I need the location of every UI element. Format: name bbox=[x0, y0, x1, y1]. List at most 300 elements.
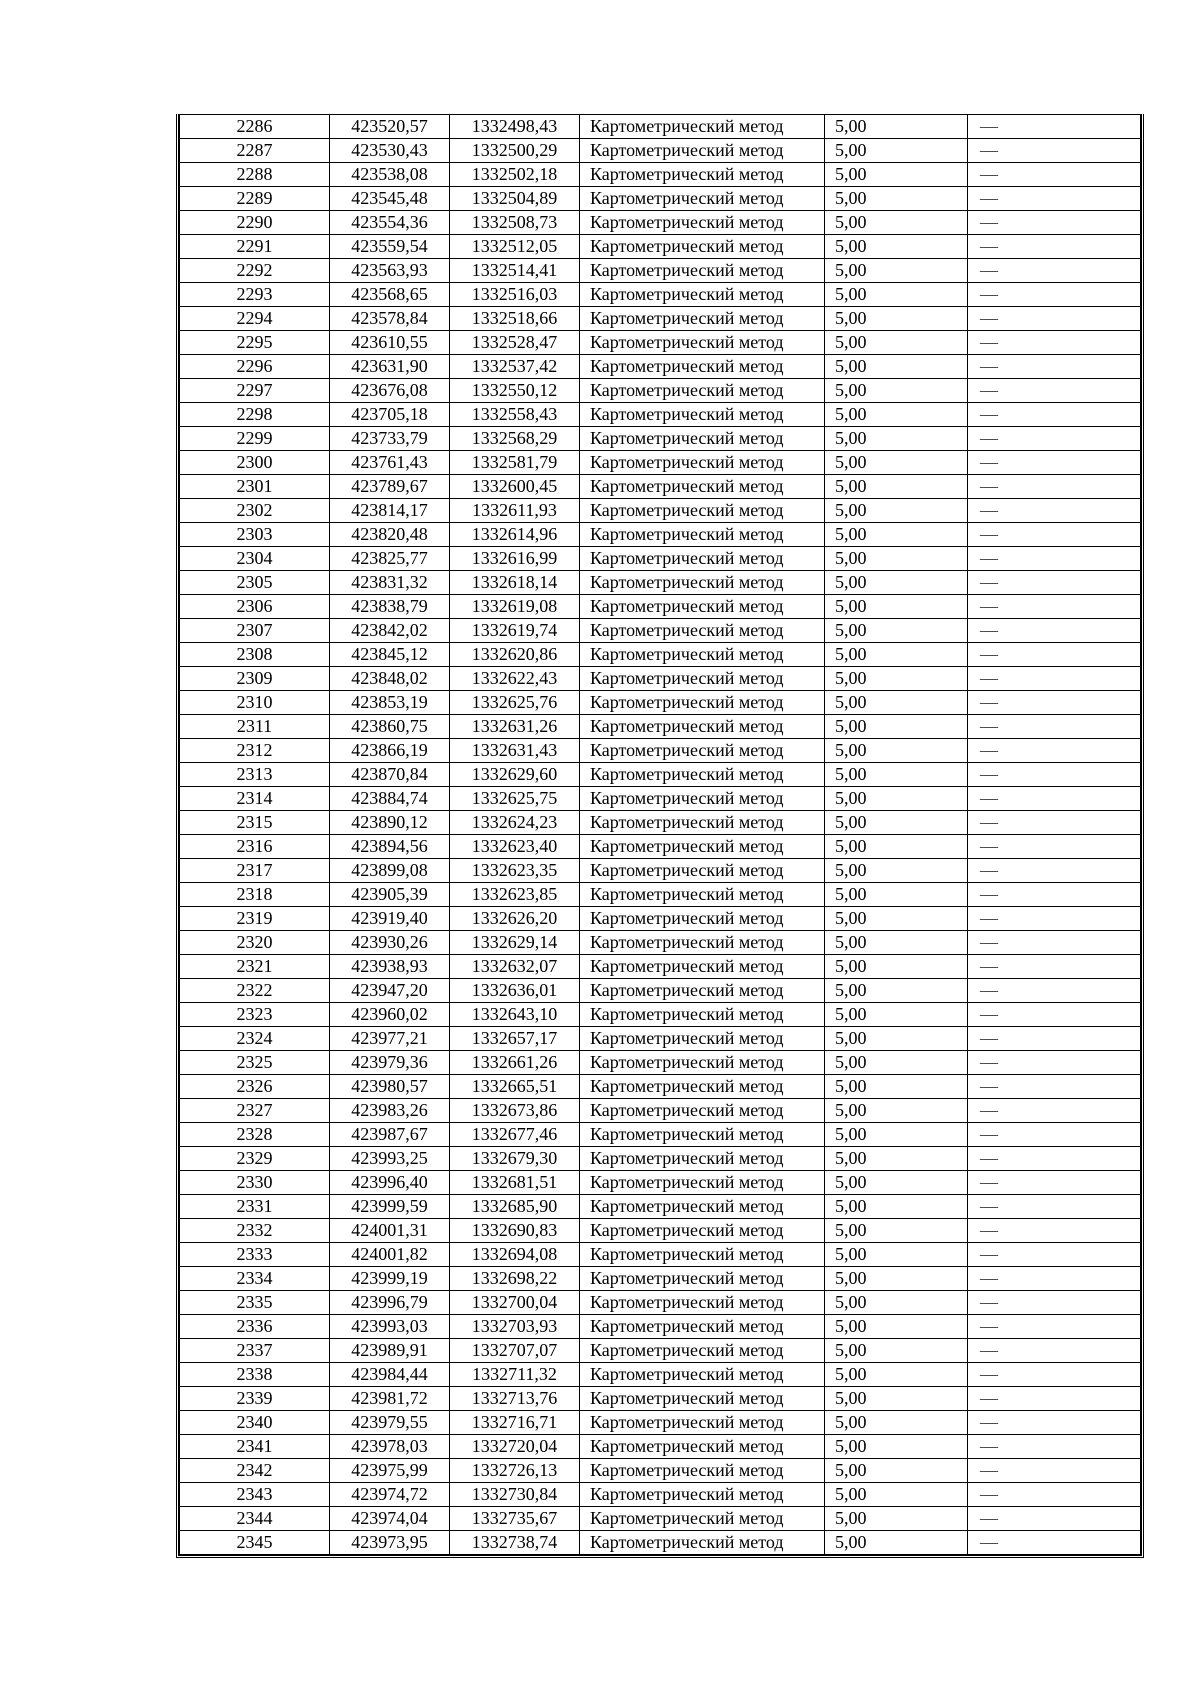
y-coordinate-cell: 1332631,26 bbox=[450, 715, 580, 739]
note-cell: — bbox=[968, 163, 1141, 187]
point-number-cell: 2306 bbox=[180, 595, 330, 619]
point-number-cell: 2334 bbox=[180, 1267, 330, 1291]
y-coordinate-cell: 1332625,76 bbox=[450, 691, 580, 715]
table-row bbox=[180, 1315, 1141, 1339]
x-coordinate-cell: 423845,12 bbox=[330, 643, 450, 667]
note-cell: — bbox=[968, 859, 1141, 883]
x-coordinate-cell: 423578,84 bbox=[330, 307, 450, 331]
note-cell: — bbox=[968, 1435, 1141, 1459]
accuracy-cell: 5,00 bbox=[825, 859, 968, 883]
point-number-cell: 2312 bbox=[180, 739, 330, 763]
method-cell: Картометрический метод bbox=[580, 643, 825, 667]
accuracy-cell: 5,00 bbox=[825, 643, 968, 667]
accuracy-cell: 5,00 bbox=[825, 1339, 968, 1363]
x-coordinate-cell: 423979,36 bbox=[330, 1051, 450, 1075]
point-number-cell: 2326 bbox=[180, 1075, 330, 1099]
method-cell: Картометрический метод bbox=[580, 403, 825, 427]
accuracy-cell: 5,00 bbox=[825, 667, 968, 691]
point-number-cell: 2323 bbox=[180, 1003, 330, 1027]
method-cell: Картометрический метод bbox=[580, 115, 825, 139]
table-row bbox=[180, 1051, 1141, 1075]
y-coordinate-cell: 1332636,01 bbox=[450, 979, 580, 1003]
method-cell: Картометрический метод bbox=[580, 451, 825, 475]
coordinates-table-body bbox=[180, 115, 1141, 1555]
point-number-cell: 2293 bbox=[180, 283, 330, 307]
y-coordinate-cell: 1332665,51 bbox=[450, 1075, 580, 1099]
method-cell: Картометрический метод bbox=[580, 427, 825, 451]
point-number-cell: 2295 bbox=[180, 331, 330, 355]
note-cell: — bbox=[968, 403, 1141, 427]
y-coordinate-cell: 1332600,45 bbox=[450, 475, 580, 499]
table-row bbox=[180, 547, 1141, 571]
table-row bbox=[180, 715, 1141, 739]
note-cell: — bbox=[968, 1171, 1141, 1195]
x-coordinate-cell: 423996,40 bbox=[330, 1171, 450, 1195]
y-coordinate-cell: 1332620,86 bbox=[450, 643, 580, 667]
method-cell: Картометрический метод bbox=[580, 595, 825, 619]
x-coordinate-cell: 423610,55 bbox=[330, 331, 450, 355]
y-coordinate-cell: 1332626,20 bbox=[450, 907, 580, 931]
x-coordinate-cell: 423938,93 bbox=[330, 955, 450, 979]
y-coordinate-cell: 1332616,99 bbox=[450, 547, 580, 571]
note-cell: — bbox=[968, 187, 1141, 211]
table-row bbox=[180, 1219, 1141, 1243]
accuracy-cell: 5,00 bbox=[825, 307, 968, 331]
point-number-cell: 2308 bbox=[180, 643, 330, 667]
table-row bbox=[180, 1507, 1141, 1531]
x-coordinate-cell: 423999,59 bbox=[330, 1195, 450, 1219]
method-cell: Картометрический метод bbox=[580, 1219, 825, 1243]
note-cell: — bbox=[968, 1411, 1141, 1435]
y-coordinate-cell: 1332685,90 bbox=[450, 1195, 580, 1219]
point-number-cell: 2294 bbox=[180, 307, 330, 331]
x-coordinate-cell: 423831,32 bbox=[330, 571, 450, 595]
note-cell: — bbox=[968, 427, 1141, 451]
note-cell: — bbox=[968, 667, 1141, 691]
point-number-cell: 2307 bbox=[180, 619, 330, 643]
table-row bbox=[180, 1387, 1141, 1411]
point-number-cell: 2290 bbox=[180, 211, 330, 235]
point-number-cell: 2292 bbox=[180, 259, 330, 283]
x-coordinate-cell: 423989,91 bbox=[330, 1339, 450, 1363]
x-coordinate-cell: 423894,56 bbox=[330, 835, 450, 859]
accuracy-cell: 5,00 bbox=[825, 547, 968, 571]
table-row bbox=[180, 355, 1141, 379]
accuracy-cell: 5,00 bbox=[825, 451, 968, 475]
method-cell: Картометрический метод bbox=[580, 1267, 825, 1291]
y-coordinate-cell: 1332661,26 bbox=[450, 1051, 580, 1075]
x-coordinate-cell: 423842,02 bbox=[330, 619, 450, 643]
y-coordinate-cell: 1332629,60 bbox=[450, 763, 580, 787]
table-row bbox=[180, 1411, 1141, 1435]
accuracy-cell: 5,00 bbox=[825, 475, 968, 499]
y-coordinate-cell: 1332618,14 bbox=[450, 571, 580, 595]
method-cell: Картометрический метод bbox=[580, 1051, 825, 1075]
table-row bbox=[180, 1195, 1141, 1219]
accuracy-cell: 5,00 bbox=[825, 1507, 968, 1531]
table-row bbox=[180, 571, 1141, 595]
y-coordinate-cell: 1332716,71 bbox=[450, 1411, 580, 1435]
point-number-cell: 2296 bbox=[180, 355, 330, 379]
x-coordinate-cell: 423890,12 bbox=[330, 811, 450, 835]
y-coordinate-cell: 1332629,14 bbox=[450, 931, 580, 955]
table-row bbox=[180, 811, 1141, 835]
note-cell: — bbox=[968, 1363, 1141, 1387]
note-cell: — bbox=[968, 283, 1141, 307]
table-row bbox=[180, 1099, 1141, 1123]
x-coordinate-cell: 423919,40 bbox=[330, 907, 450, 931]
method-cell: Картометрический метод bbox=[580, 763, 825, 787]
table-row bbox=[180, 835, 1141, 859]
method-cell: Картометрический метод bbox=[580, 811, 825, 835]
point-number-cell: 2338 bbox=[180, 1363, 330, 1387]
method-cell: Картометрический метод bbox=[580, 475, 825, 499]
accuracy-cell: 5,00 bbox=[825, 835, 968, 859]
coordinates-table bbox=[179, 114, 1141, 1555]
point-number-cell: 2303 bbox=[180, 523, 330, 547]
method-cell: Картометрический метод bbox=[580, 1243, 825, 1267]
x-coordinate-cell: 423974,72 bbox=[330, 1483, 450, 1507]
table-row bbox=[180, 1291, 1141, 1315]
accuracy-cell: 5,00 bbox=[825, 139, 968, 163]
accuracy-cell: 5,00 bbox=[825, 331, 968, 355]
accuracy-cell: 5,00 bbox=[825, 403, 968, 427]
note-cell: — bbox=[968, 595, 1141, 619]
point-number-cell: 2316 bbox=[180, 835, 330, 859]
x-coordinate-cell: 423905,39 bbox=[330, 883, 450, 907]
x-coordinate-cell: 423860,75 bbox=[330, 715, 450, 739]
y-coordinate-cell: 1332657,17 bbox=[450, 1027, 580, 1051]
y-coordinate-cell: 1332568,29 bbox=[450, 427, 580, 451]
point-number-cell: 2319 bbox=[180, 907, 330, 931]
note-cell: — bbox=[968, 883, 1141, 907]
method-cell: Картометрический метод bbox=[580, 1195, 825, 1219]
x-coordinate-cell: 423545,48 bbox=[330, 187, 450, 211]
accuracy-cell: 5,00 bbox=[825, 211, 968, 235]
note-cell: — bbox=[968, 571, 1141, 595]
table-row bbox=[180, 1435, 1141, 1459]
y-coordinate-cell: 1332502,18 bbox=[450, 163, 580, 187]
method-cell: Картометрический метод bbox=[580, 1435, 825, 1459]
note-cell: — bbox=[968, 1507, 1141, 1531]
accuracy-cell: 5,00 bbox=[825, 187, 968, 211]
table-row bbox=[180, 1171, 1141, 1195]
table-row bbox=[180, 1363, 1141, 1387]
y-coordinate-cell: 1332558,43 bbox=[450, 403, 580, 427]
table-row bbox=[180, 139, 1141, 163]
y-coordinate-cell: 1332619,74 bbox=[450, 619, 580, 643]
accuracy-cell: 5,00 bbox=[825, 931, 968, 955]
point-number-cell: 2344 bbox=[180, 1507, 330, 1531]
point-number-cell: 2314 bbox=[180, 787, 330, 811]
x-coordinate-cell: 423520,57 bbox=[330, 115, 450, 139]
accuracy-cell: 5,00 bbox=[825, 1051, 968, 1075]
x-coordinate-cell: 423999,19 bbox=[330, 1267, 450, 1291]
note-cell: — bbox=[968, 619, 1141, 643]
method-cell: Картометрический метод bbox=[580, 1123, 825, 1147]
x-coordinate-cell: 423838,79 bbox=[330, 595, 450, 619]
accuracy-cell: 5,00 bbox=[825, 1075, 968, 1099]
x-coordinate-cell: 423930,26 bbox=[330, 931, 450, 955]
accuracy-cell: 5,00 bbox=[825, 259, 968, 283]
table-row bbox=[180, 979, 1141, 1003]
y-coordinate-cell: 1332711,32 bbox=[450, 1363, 580, 1387]
accuracy-cell: 5,00 bbox=[825, 1003, 968, 1027]
method-cell: Картометрический метод bbox=[580, 163, 825, 187]
note-cell: — bbox=[968, 1099, 1141, 1123]
note-cell: — bbox=[968, 211, 1141, 235]
method-cell: Картометрический метод bbox=[580, 283, 825, 307]
table-row bbox=[180, 883, 1141, 907]
note-cell: — bbox=[968, 1195, 1141, 1219]
accuracy-cell: 5,00 bbox=[825, 1435, 968, 1459]
x-coordinate-cell: 423631,90 bbox=[330, 355, 450, 379]
x-coordinate-cell: 423983,26 bbox=[330, 1099, 450, 1123]
method-cell: Картометрический метод bbox=[580, 667, 825, 691]
note-cell: — bbox=[968, 1219, 1141, 1243]
accuracy-cell: 5,00 bbox=[825, 499, 968, 523]
x-coordinate-cell: 423848,02 bbox=[330, 667, 450, 691]
accuracy-cell: 5,00 bbox=[825, 571, 968, 595]
note-cell: — bbox=[968, 139, 1141, 163]
table-row bbox=[180, 283, 1141, 307]
method-cell: Картометрический метод bbox=[580, 1411, 825, 1435]
method-cell: Картометрический метод bbox=[580, 835, 825, 859]
accuracy-cell: 5,00 bbox=[825, 163, 968, 187]
point-number-cell: 2329 bbox=[180, 1147, 330, 1171]
table-row bbox=[180, 115, 1141, 139]
point-number-cell: 2289 bbox=[180, 187, 330, 211]
y-coordinate-cell: 1332581,79 bbox=[450, 451, 580, 475]
table-row bbox=[180, 163, 1141, 187]
note-cell: — bbox=[968, 1243, 1141, 1267]
method-cell: Картометрический метод bbox=[580, 1507, 825, 1531]
x-coordinate-cell: 423554,36 bbox=[330, 211, 450, 235]
note-cell: — bbox=[968, 787, 1141, 811]
method-cell: Картометрический метод bbox=[580, 211, 825, 235]
accuracy-cell: 5,00 bbox=[825, 115, 968, 139]
method-cell: Картометрический метод bbox=[580, 1075, 825, 1099]
y-coordinate-cell: 1332498,43 bbox=[450, 115, 580, 139]
accuracy-cell: 5,00 bbox=[825, 1363, 968, 1387]
y-coordinate-cell: 1332508,73 bbox=[450, 211, 580, 235]
table-row bbox=[180, 499, 1141, 523]
y-coordinate-cell: 1332622,43 bbox=[450, 667, 580, 691]
accuracy-cell: 5,00 bbox=[825, 763, 968, 787]
point-number-cell: 2297 bbox=[180, 379, 330, 403]
accuracy-cell: 5,00 bbox=[825, 739, 968, 763]
table-row bbox=[180, 931, 1141, 955]
method-cell: Картометрический метод bbox=[580, 859, 825, 883]
accuracy-cell: 5,00 bbox=[825, 1267, 968, 1291]
method-cell: Картометрический метод bbox=[580, 187, 825, 211]
point-number-cell: 2320 bbox=[180, 931, 330, 955]
note-cell: — bbox=[968, 1123, 1141, 1147]
table-row bbox=[180, 787, 1141, 811]
method-cell: Картометрический метод bbox=[580, 379, 825, 403]
y-coordinate-cell: 1332537,42 bbox=[450, 355, 580, 379]
y-coordinate-cell: 1332623,40 bbox=[450, 835, 580, 859]
note-cell: — bbox=[968, 955, 1141, 979]
accuracy-cell: 5,00 bbox=[825, 1027, 968, 1051]
y-coordinate-cell: 1332504,89 bbox=[450, 187, 580, 211]
method-cell: Картометрический метод bbox=[580, 1387, 825, 1411]
method-cell: Картометрический метод bbox=[580, 883, 825, 907]
y-coordinate-cell: 1332681,51 bbox=[450, 1171, 580, 1195]
y-coordinate-cell: 1332690,83 bbox=[450, 1219, 580, 1243]
method-cell: Картометрический метод bbox=[580, 907, 825, 931]
x-coordinate-cell: 423975,99 bbox=[330, 1459, 450, 1483]
x-coordinate-cell: 423870,84 bbox=[330, 763, 450, 787]
x-coordinate-cell: 423981,72 bbox=[330, 1387, 450, 1411]
point-number-cell: 2322 bbox=[180, 979, 330, 1003]
note-cell: — bbox=[968, 739, 1141, 763]
accuracy-cell: 5,00 bbox=[825, 883, 968, 907]
accuracy-cell: 5,00 bbox=[825, 715, 968, 739]
method-cell: Картометрический метод bbox=[580, 739, 825, 763]
y-coordinate-cell: 1332631,43 bbox=[450, 739, 580, 763]
table-row bbox=[180, 427, 1141, 451]
table-row bbox=[180, 1003, 1141, 1027]
accuracy-cell: 5,00 bbox=[825, 787, 968, 811]
note-cell: — bbox=[968, 811, 1141, 835]
y-coordinate-cell: 1332700,04 bbox=[450, 1291, 580, 1315]
accuracy-cell: 5,00 bbox=[825, 1411, 968, 1435]
method-cell: Картометрический метод bbox=[580, 715, 825, 739]
y-coordinate-cell: 1332619,08 bbox=[450, 595, 580, 619]
point-number-cell: 2286 bbox=[180, 115, 330, 139]
point-number-cell: 2321 bbox=[180, 955, 330, 979]
y-coordinate-cell: 1332703,93 bbox=[450, 1315, 580, 1339]
method-cell: Картометрический метод bbox=[580, 1147, 825, 1171]
table-row bbox=[180, 211, 1141, 235]
point-number-cell: 2300 bbox=[180, 451, 330, 475]
y-coordinate-cell: 1332713,76 bbox=[450, 1387, 580, 1411]
method-cell: Картометрический метод bbox=[580, 1171, 825, 1195]
accuracy-cell: 5,00 bbox=[825, 1387, 968, 1411]
accuracy-cell: 5,00 bbox=[825, 1531, 968, 1555]
method-cell: Картометрический метод bbox=[580, 691, 825, 715]
note-cell: — bbox=[968, 307, 1141, 331]
table-row bbox=[180, 859, 1141, 883]
x-coordinate-cell: 423825,77 bbox=[330, 547, 450, 571]
method-cell: Картометрический метод bbox=[580, 1483, 825, 1507]
method-cell: Картометрический метод bbox=[580, 547, 825, 571]
x-coordinate-cell: 423947,20 bbox=[330, 979, 450, 1003]
point-number-cell: 2332 bbox=[180, 1219, 330, 1243]
y-coordinate-cell: 1332673,86 bbox=[450, 1099, 580, 1123]
accuracy-cell: 5,00 bbox=[825, 283, 968, 307]
point-number-cell: 2291 bbox=[180, 235, 330, 259]
note-cell: — bbox=[968, 907, 1141, 931]
point-number-cell: 2339 bbox=[180, 1387, 330, 1411]
note-cell: — bbox=[968, 1531, 1141, 1555]
x-coordinate-cell: 423563,93 bbox=[330, 259, 450, 283]
y-coordinate-cell: 1332518,66 bbox=[450, 307, 580, 331]
table-row bbox=[180, 619, 1141, 643]
method-cell: Картометрический метод bbox=[580, 1099, 825, 1123]
table-row bbox=[180, 907, 1141, 931]
table-row bbox=[180, 475, 1141, 499]
point-number-cell: 2343 bbox=[180, 1483, 330, 1507]
method-cell: Картометрический метод bbox=[580, 355, 825, 379]
table-row bbox=[180, 1075, 1141, 1099]
note-cell: — bbox=[968, 643, 1141, 667]
table-row bbox=[180, 1027, 1141, 1051]
note-cell: — bbox=[968, 1027, 1141, 1051]
accuracy-cell: 5,00 bbox=[825, 427, 968, 451]
accuracy-cell: 5,00 bbox=[825, 355, 968, 379]
method-cell: Картометрический метод bbox=[580, 259, 825, 283]
accuracy-cell: 5,00 bbox=[825, 1459, 968, 1483]
method-cell: Картометрический метод bbox=[580, 1315, 825, 1339]
y-coordinate-cell: 1332516,03 bbox=[450, 283, 580, 307]
x-coordinate-cell: 423977,21 bbox=[330, 1027, 450, 1051]
y-coordinate-cell: 1332698,22 bbox=[450, 1267, 580, 1291]
note-cell: — bbox=[968, 235, 1141, 259]
note-cell: — bbox=[968, 523, 1141, 547]
note-cell: — bbox=[968, 931, 1141, 955]
accuracy-cell: 5,00 bbox=[825, 1219, 968, 1243]
x-coordinate-cell: 423974,04 bbox=[330, 1507, 450, 1531]
table-row bbox=[180, 451, 1141, 475]
note-cell: — bbox=[968, 835, 1141, 859]
method-cell: Картометрический метод bbox=[580, 787, 825, 811]
note-cell: — bbox=[968, 1459, 1141, 1483]
x-coordinate-cell: 423538,08 bbox=[330, 163, 450, 187]
x-coordinate-cell: 423996,79 bbox=[330, 1291, 450, 1315]
table-row bbox=[180, 379, 1141, 403]
note-cell: — bbox=[968, 499, 1141, 523]
y-coordinate-cell: 1332726,13 bbox=[450, 1459, 580, 1483]
note-cell: — bbox=[968, 1291, 1141, 1315]
x-coordinate-cell: 424001,82 bbox=[330, 1243, 450, 1267]
point-number-cell: 2288 bbox=[180, 163, 330, 187]
note-cell: — bbox=[968, 1339, 1141, 1363]
method-cell: Картометрический метод bbox=[580, 331, 825, 355]
point-number-cell: 2317 bbox=[180, 859, 330, 883]
coordinates-table-container bbox=[176, 114, 1144, 1558]
note-cell: — bbox=[968, 1387, 1141, 1411]
y-coordinate-cell: 1332677,46 bbox=[450, 1123, 580, 1147]
table-row bbox=[180, 955, 1141, 979]
note-cell: — bbox=[968, 1147, 1141, 1171]
table-row bbox=[180, 763, 1141, 787]
y-coordinate-cell: 1332625,75 bbox=[450, 787, 580, 811]
y-coordinate-cell: 1332550,12 bbox=[450, 379, 580, 403]
point-number-cell: 2325 bbox=[180, 1051, 330, 1075]
point-number-cell: 2313 bbox=[180, 763, 330, 787]
x-coordinate-cell: 423984,44 bbox=[330, 1363, 450, 1387]
x-coordinate-cell: 423761,43 bbox=[330, 451, 450, 475]
method-cell: Картометрический метод bbox=[580, 307, 825, 331]
x-coordinate-cell: 423884,74 bbox=[330, 787, 450, 811]
table-row bbox=[180, 1123, 1141, 1147]
x-coordinate-cell: 423987,67 bbox=[330, 1123, 450, 1147]
accuracy-cell: 5,00 bbox=[825, 1099, 968, 1123]
y-coordinate-cell: 1332735,67 bbox=[450, 1507, 580, 1531]
accuracy-cell: 5,00 bbox=[825, 1291, 968, 1315]
table-row bbox=[180, 1531, 1141, 1555]
table-row bbox=[180, 1267, 1141, 1291]
x-coordinate-cell: 424001,31 bbox=[330, 1219, 450, 1243]
point-number-cell: 2315 bbox=[180, 811, 330, 835]
point-number-cell: 2287 bbox=[180, 139, 330, 163]
method-cell: Картометрический метод bbox=[580, 1339, 825, 1363]
point-number-cell: 2310 bbox=[180, 691, 330, 715]
x-coordinate-cell: 423899,08 bbox=[330, 859, 450, 883]
point-number-cell: 2341 bbox=[180, 1435, 330, 1459]
